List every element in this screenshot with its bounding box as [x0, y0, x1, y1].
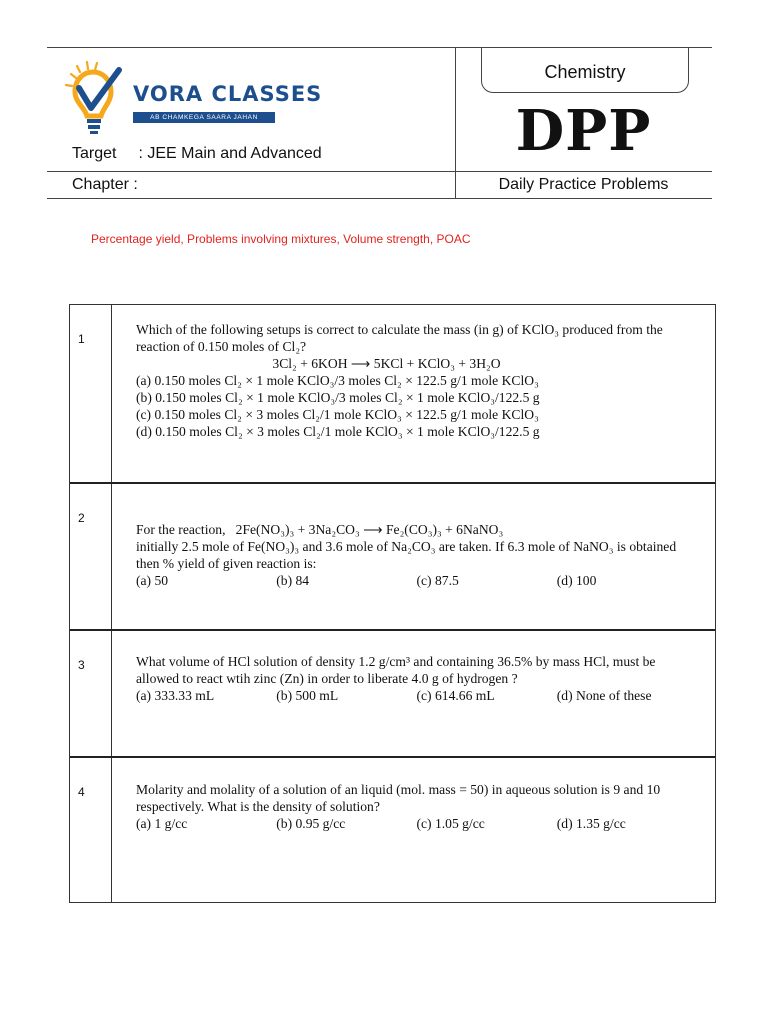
- option-a: (a) 333.33 mL: [136, 688, 215, 703]
- option-b: (b) 84: [276, 573, 310, 588]
- option-d: (d) 1.35 g/cc: [556, 816, 626, 831]
- question-text: For the reaction, 2Fe(NO₃)₃ + 3Na₂CO₃ ⟶ Fe₂(CO₃)₃ + 6NaNO₃ initially 2.5 mole of Fe(NO₃)₃ and 3.6 mole of Na₂CO₃ are taken. If 6.3 mole of NaNO₃ is obtained then % yield of given reaction is:: [136, 522, 677, 571]
- question-row: [70, 758, 715, 903]
- question-body: [136, 321, 697, 440]
- logo-tagline: AB CHAMKEGA SAARA JAHAN: [133, 112, 275, 123]
- header-divider-horizontal: [47, 171, 712, 172]
- option-c: (c) 0.150 moles Cl₂ × 3 moles Cl₂/1 mole KClO₃ × 122.5 g/1 mole KClO₃: [136, 407, 539, 422]
- option-a: (a) 1 g/cc: [136, 816, 188, 831]
- options-row: [136, 815, 697, 832]
- options-row: [136, 687, 697, 704]
- option-d: (d) None of these: [556, 688, 652, 703]
- dpp-subtitle: Daily Practice Problems: [498, 176, 669, 193]
- question-row: [70, 484, 715, 629]
- target-value: : JEE Main and Advanced: [138, 145, 322, 162]
- option-d: (d) 100: [556, 573, 597, 588]
- option-a: (a) 0.150 moles Cl₂ × 1 mole KClO₃/3 moles Cl₂ × 122.5 g/1 mole KClO₃: [136, 373, 539, 388]
- question-text: Which of the following setups is correct to calculate the mass (in g) of KClO₃ produced from the reaction of 0.150 moles of Cl₂?: [136, 322, 667, 354]
- bulb-check-icon: [63, 58, 133, 138]
- option-d: (d) 0.150 moles Cl₂ × 3 moles Cl₂/1 mole KClO₃ × 1 mole KClO₃/122.5 g: [136, 424, 540, 439]
- logo-brand-name: VORA CLASSES: [133, 82, 323, 106]
- question-text: Molarity and molality of a solution of an liquid (mol. mass = 50) in aqueous solution is 9 and 10 respectively. What is the density of solution?: [136, 782, 664, 814]
- option-b: (b) 500 mL: [276, 688, 339, 703]
- subject-tab: Chemistry: [481, 48, 689, 93]
- question-text: What volume of HCl solution of density 1.2 g/cm³ and containing 36.5% by mass HCl, must be allowed to react wtih zinc (Zn) in order to liberate 4.0 g of hydrogen ?: [136, 654, 659, 686]
- target-label: Target: [72, 145, 117, 162]
- option-c: (c) 614.66 mL: [416, 688, 495, 703]
- reaction-equation: 3Cl₂ + 6KOH ⟶ 5KCl + KClO₃ + 3H₂O: [272, 356, 501, 371]
- dpp-header: [47, 47, 712, 199]
- option-c: (c) 1.05 g/cc: [416, 816, 485, 831]
- question-row: [70, 631, 715, 757]
- topics-line: Percentage yield, Problems involving mixtures, Volume strength, POAC: [91, 232, 471, 246]
- option-a: (a) 50: [136, 573, 169, 588]
- question-body: [136, 781, 697, 832]
- question-number: 4: [78, 785, 85, 799]
- target-line: [72, 145, 322, 163]
- question-body: [136, 521, 697, 589]
- option-b: (b) 0.95 g/cc: [276, 816, 346, 831]
- question-body: [136, 653, 697, 704]
- question-number: 1: [78, 332, 85, 346]
- options-row: [136, 572, 697, 589]
- question-number: 3: [78, 658, 85, 672]
- chapter-label: Chapter :: [72, 176, 138, 193]
- question-row: [70, 305, 715, 483]
- dpp-title: DPP: [515, 98, 652, 164]
- option-b: (b) 0.150 moles Cl₂ × 1 mole KClO₃/3 moles Cl₂ × 1 mole KClO₃/122.5 g: [136, 390, 540, 405]
- question-number: 2: [78, 511, 85, 525]
- option-c: (c) 87.5: [416, 573, 459, 588]
- vora-classes-logo: [63, 58, 323, 138]
- questions-table: [69, 304, 716, 903]
